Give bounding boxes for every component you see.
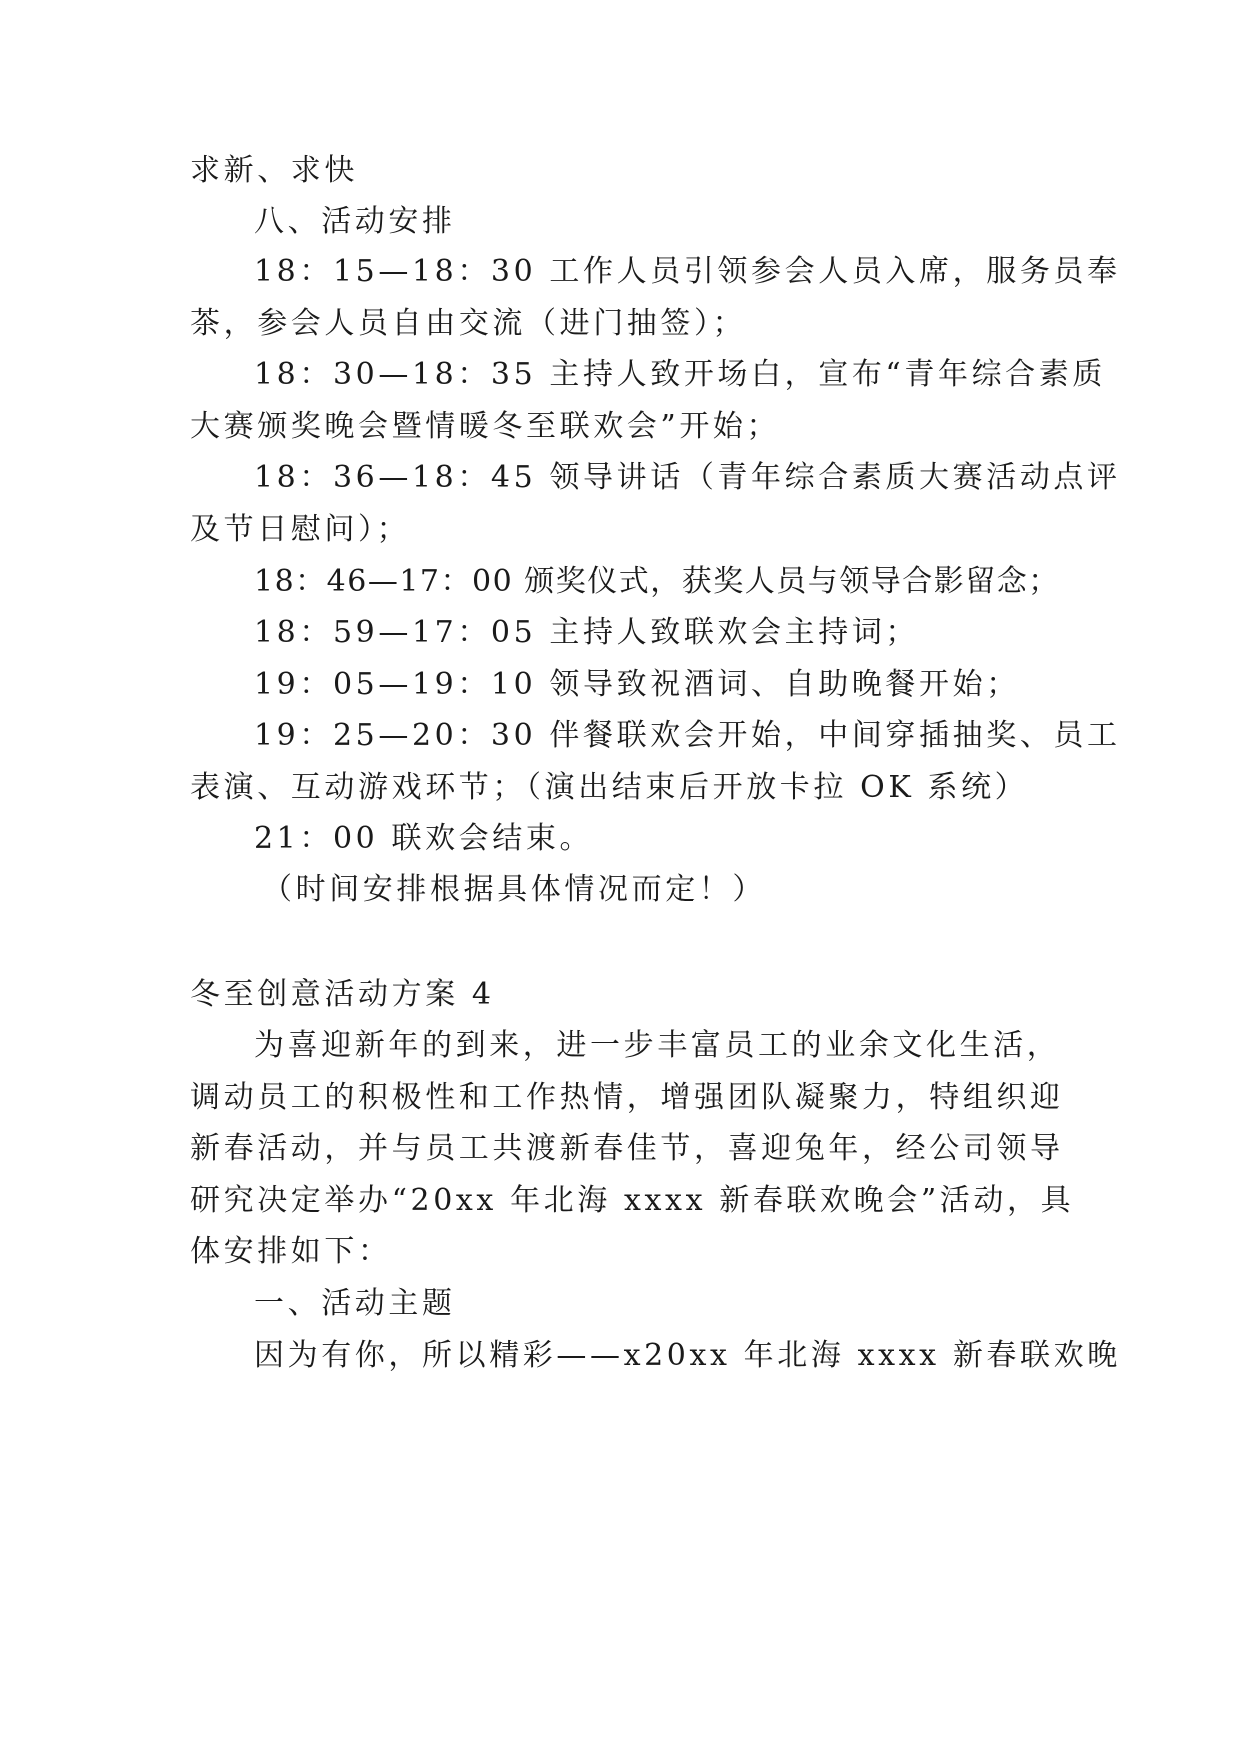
schedule-line-1830: 18：30—18：35 主持人致开场白，宣布“青年综合素质 <box>254 357 1106 392</box>
document-section-title: 冬至创意活动方案 4 <box>190 977 495 1012</box>
schedule-line-1859: 18：59—17：05 主持人致联欢会主持词； <box>254 615 920 650</box>
paragraph-line-2: 调动员工的积极性和工作热情，增强团队凝聚力，特组织迎 <box>190 1080 1064 1115</box>
paragraph-line-1: 为喜迎新年的到来，进一步丰富员工的业余文化生活， <box>254 1028 1061 1063</box>
schedule-note: （时间安排根据具体情况而定！） <box>262 872 766 907</box>
schedule-line-1836-cont: 及节日慰问）； <box>190 512 411 547</box>
section-heading-activity-theme: 一、活动主题 <box>254 1286 456 1321</box>
schedule-line-1925-cont: 表演、互动游戏环节；（演出结束后开放卡拉 OK 系统） <box>190 770 1029 805</box>
schedule-line-1905: 19：05—19：10 领导致祝酒词、自助晚餐开始； <box>254 667 1020 702</box>
theme-line: 因为有你，所以精彩——x20xx 年北海 xxxx 新春联欢晚 <box>254 1338 1121 1373</box>
text-line-qiuxin: 求新、求快 <box>190 153 358 188</box>
paragraph-line-3: 新春活动，并与员工共渡新春佳节，喜迎兔年，经公司领导 <box>190 1131 1064 1166</box>
paragraph-line-5: 体安排如下： <box>190 1234 392 1269</box>
section-heading-activity-schedule: 八、活动安排 <box>254 204 456 239</box>
schedule-line-1815-cont: 茶，参会人员自由交流（进门抽签）； <box>190 306 747 341</box>
schedule-line-1846: 18：46—17：00 颁奖仪式，获奖人员与领导合影留念； <box>254 564 1060 599</box>
schedule-line-1836: 18：36—18：45 领导讲话（青年综合素质大赛活动点评 <box>254 460 1121 495</box>
paragraph-line-4: 研究决定举办“20xx 年北海 xxxx 新春联欢晚会”活动，具 <box>190 1183 1075 1218</box>
schedule-line-1815: 18：15—18：30 工作人员引领参会人员入席，服务员奉 <box>254 254 1121 289</box>
schedule-line-2100: 21：00 联欢会结束。 <box>254 821 594 856</box>
schedule-line-1925: 19：25—20：30 伴餐联欢会开始，中间穿插抽奖、员工 <box>254 718 1121 753</box>
schedule-line-1830-cont: 大赛颁奖晚会暨情暖冬至联欢会”开始； <box>190 409 781 444</box>
